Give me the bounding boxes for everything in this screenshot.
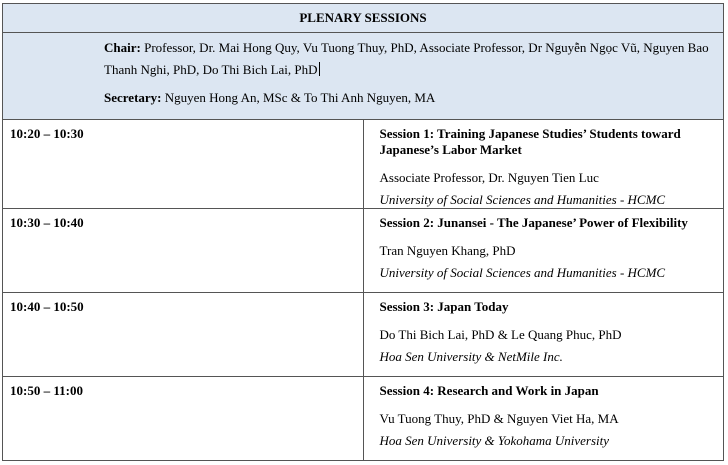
session-affiliation: Hoa Sen University & Yokohama University [379,433,610,448]
session-affiliation: University of Social Sciences and Humanities - HCMC [379,265,666,280]
session-time: 10:30 – 10:40 [10,215,84,230]
table-header [3,4,724,33]
session-affiliation: Hoa Sen University & NetMile Inc. [379,349,563,364]
table-title: PLENARY SESSIONS [299,10,427,25]
session-speaker: Tran Nguyen Khang, PhD [379,243,516,258]
session-row [3,377,724,461]
plenary-schedule-table [2,3,724,461]
chair-secretary-cell[interactable] [3,33,724,120]
session-row [3,120,724,209]
session-title: Session 2: Junansei - The Japanese’ Power of Flexibility [379,215,688,230]
session-speaker: Do Thi Bich Lai, PhD & Le Quang Phuc, PhD [379,327,622,342]
session-speaker: Associate Professor, Dr. Nguyen Tien Luc [379,170,599,185]
session-title: Session 4: Research and Work in Japan [379,383,599,398]
session-speaker: Vu Tuong Thuy, PhD & Nguyen Viet Ha, MA [379,411,619,426]
secretary-line [104,87,715,109]
session-row [3,209,724,293]
chair-names: Professor, Dr. Mai Hong Quy, Vu Tuong Thuy, PhD, Associate Professor, Dr Nguyễn Ngọc Vũ, Nguyen Bao Thanh Nghi, PhD, Do Thi Bich Lai, PhD [104,40,709,77]
session-row [3,293,724,377]
chair-label: Chair: [104,40,141,55]
session-title: Session 3: Japan Today [379,299,509,314]
session-time: 10:40 – 10:50 [10,299,84,314]
secretary-label: Secretary: [104,90,162,105]
session-affiliation: University of Social Sciences and Humanities - HCMC [379,192,666,207]
session-title: Session 1: Training Japanese Studies’ Students toward Japanese’s Labor Market [379,126,681,157]
secretary-names: Nguyen Hong An, MSc & To Thi Anh Nguyen, MA [161,90,436,105]
chair-line [104,37,715,81]
session-time: 10:50 – 11:00 [10,383,83,398]
text-cursor [319,62,320,76]
session-time: 10:20 – 10:30 [10,126,84,141]
